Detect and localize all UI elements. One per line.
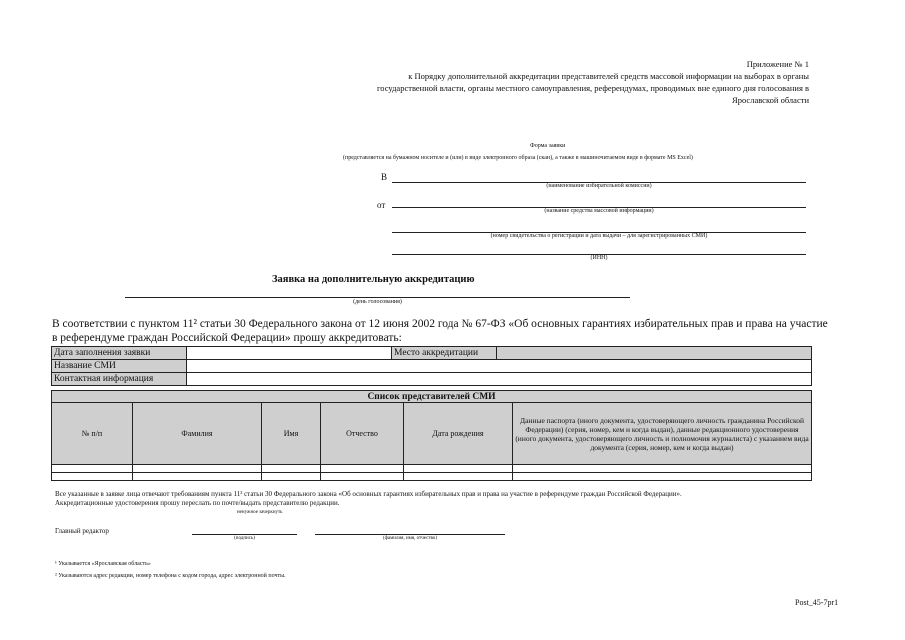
- signature-line[interactable]: [192, 534, 297, 535]
- table-row: [52, 465, 812, 473]
- media-name-label: Название СМИ: [52, 360, 187, 373]
- table-cell[interactable]: [52, 473, 133, 481]
- table-cell[interactable]: [404, 465, 513, 473]
- table-cell[interactable]: [262, 465, 321, 473]
- appendix-line-2: государственной власти, органы местного самоуправления, референдумах, проводимых вне единого дня голосования в: [377, 83, 809, 93]
- from-prefix: от: [377, 200, 386, 210]
- contact-label: Контактная информация: [52, 373, 187, 386]
- form-code: Post_45-7pr1: [795, 598, 839, 607]
- statement-2: Аккредитационные удостоверения прошу переслать по почте/выдать представителю редакции.: [55, 499, 340, 507]
- reps-table-title: Список представителей СМИ: [52, 391, 812, 403]
- place-cell[interactable]: [497, 347, 812, 360]
- info-table: [51, 346, 812, 386]
- form-label: Форма заявки: [530, 143, 566, 149]
- table-row: [52, 473, 812, 481]
- full-name-caption: (фамилия, имя, отчество): [383, 536, 437, 541]
- fill-date-label: Дата заполнения заявки: [52, 347, 187, 360]
- col-documents: Данные паспорта (иного документа, удостоверяющего личность гражданина Российской Федерации) (серия, номер, кем и когда выдан), данные редакционного удостоверения (иного документа, удостоверяющего личность и полномочия журналиста) с указанием вида документа (серия, номер, кем и когда выдан): [513, 403, 812, 465]
- col-birth-date: Дата рождения: [404, 403, 513, 465]
- to-prefix: В: [381, 172, 388, 182]
- col-name: Имя: [262, 403, 321, 465]
- contact-cell[interactable]: [187, 373, 812, 386]
- footnote-1: ¹ Указывается «Ярославская область»: [55, 561, 151, 567]
- col-number: № п/п: [52, 403, 133, 465]
- reg-caption: (номер свидетельства о регистрации и дата выдачи – для зарегистрированных СМИ): [490, 233, 708, 239]
- form-note: (представляется на бумажном носителе и (или) в виде электронного образа (скан), а также в машиночитаемом виде в формате MS Excel): [343, 155, 693, 161]
- appendix-number: Приложение № 1: [746, 59, 809, 69]
- statement-1: Все указанные в заявке лица отвечают требованиям пункта 11² статьи 30 Федерального закона «Об основных гарантиях избирательных прав и права на участие в референдуме граждан Российской Федерации».: [55, 490, 682, 498]
- appendix-line-3: Ярославской области: [732, 95, 809, 105]
- table-cell[interactable]: [52, 465, 133, 473]
- col-patronymic: Отчество: [321, 403, 404, 465]
- inn-caption: (ИНН): [590, 255, 608, 261]
- body-line-1: В соответствии с пунктом 11² статьи 30 Федерального закона от 12 июня 2002 года № 67-ФЗ «Об основных гарантиях избирательных прав и права на участие: [52, 318, 828, 330]
- body-line-2: в референдуме граждан Российской Федерации» прошу аккредитовать:: [52, 332, 402, 344]
- fill-date-cell[interactable]: [187, 347, 392, 360]
- table-cell[interactable]: [321, 465, 404, 473]
- col-surname: Фамилия: [133, 403, 262, 465]
- application-title: Заявка на дополнительную аккредитацию: [272, 274, 475, 285]
- media-name-cell[interactable]: [187, 360, 812, 373]
- table-cell[interactable]: [321, 473, 404, 481]
- place-label: Место аккредитации: [392, 347, 497, 360]
- table-cell[interactable]: [513, 465, 812, 473]
- reps-table: [51, 390, 812, 481]
- table-cell[interactable]: [262, 473, 321, 481]
- editor-label: Главный редактор: [55, 527, 109, 535]
- voting-day-caption: (день голосования): [353, 299, 402, 305]
- strike-note: ненужное зачеркнуть: [237, 510, 283, 515]
- table-cell[interactable]: [513, 473, 812, 481]
- footnote-2: ² Указываются адрес редакции, номер телефона с кодом города, адрес электронной почты.: [55, 573, 286, 579]
- table-cell[interactable]: [133, 465, 262, 473]
- table-cell[interactable]: [404, 473, 513, 481]
- full-name-line[interactable]: [315, 534, 505, 535]
- from-caption: (название средства массовой информации): [544, 208, 654, 214]
- voting-day-line[interactable]: [125, 297, 630, 298]
- signature-caption: (подпись): [234, 536, 255, 541]
- appendix-line-1: к Порядку дополнительной аккредитации представителей средств массовой информации на выборах в органы: [408, 71, 809, 81]
- to-caption: (наименование избирательной комиссии): [546, 183, 652, 189]
- table-cell[interactable]: [133, 473, 262, 481]
